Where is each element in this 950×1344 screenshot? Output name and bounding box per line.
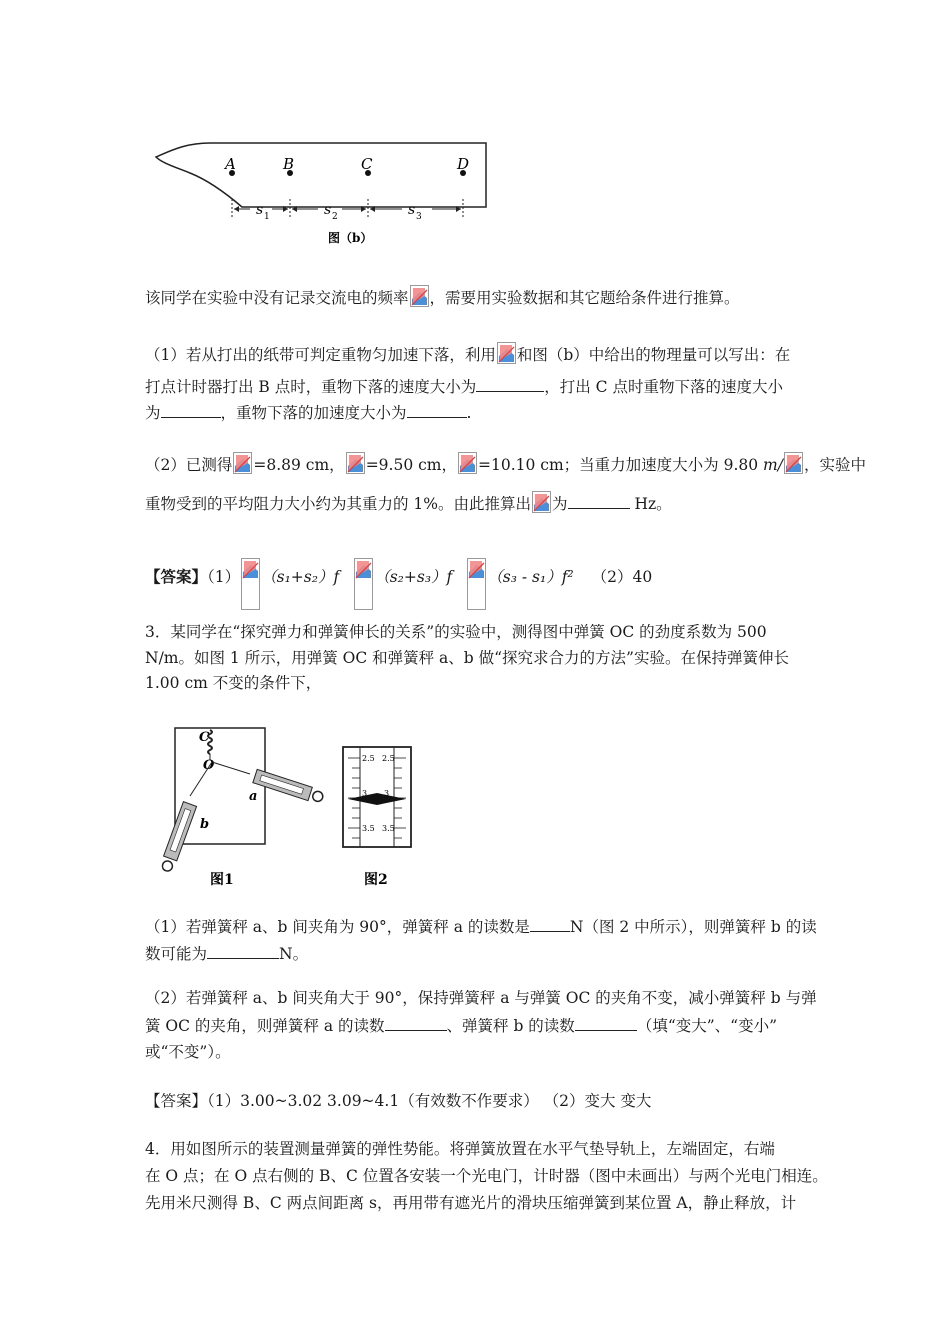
answer-blank[interactable]: [568, 493, 630, 509]
answer-blank[interactable]: [207, 943, 279, 959]
label-d: D: [457, 155, 470, 173]
problem4-line3: 先用米尺测得 B、C 两点间距离 s，再用带有遮光片的滑块压缩弹簧到某位置 A，静止释放，计: [145, 1194, 797, 1212]
problem3-line3: 1.00 cm 不变的条件下，: [145, 674, 322, 692]
q2-line1: （2）已测得 =8.89 cm， =9.50 cm， =10.10 cm；当重力加速度大小为 9.80 m/ ，实验中: [145, 452, 866, 475]
fig2-tick-r2: 3: [384, 789, 390, 798]
formula-image-icon: [784, 452, 803, 474]
label-s1-sub: 1: [264, 212, 270, 222]
formula-image-icon: [532, 491, 551, 513]
problem3-line2: N/m。如图 1 所示，用弹簧 OC 和弹簧秤 a、b 做“探究求合力的方法”实验。在保持弹簧伸长: [145, 649, 789, 667]
label-s1: s: [256, 202, 264, 218]
answer-blank[interactable]: [385, 1015, 447, 1031]
q1-line1: （1）若从打出的纸带可判定重物匀加速下落，利用 和图（b）中给出的物理量可以写出：在: [145, 342, 790, 365]
figure-2-scale: [340, 744, 420, 894]
answer-1: 【答案】（1） （s₁+s₂）f （s₂+s₃）f （s₃ - s₁）f² （2）40: [145, 558, 652, 610]
answer-blank[interactable]: [407, 402, 467, 418]
q3-2-line3: 或“不变”）。: [145, 1043, 231, 1061]
fig2-caption: 图2: [364, 872, 388, 888]
q3-2-line1: （2）若弹簧秤 a、b 间夹角大于 90°，保持弹簧秤 a 与弹簧 OC 的夹角不变，减小弹簧秤 b 与弹: [145, 989, 817, 1007]
label-s3-sub: 3: [416, 212, 422, 222]
fraction-image-icon: [467, 558, 486, 610]
q3-1-line1: （1）若弹簧秤 a、b 间夹角为 90°，弹簧秤 a 的读数是 N（图 2 中所示），则弹簧秤 b 的读: [145, 918, 817, 936]
fig1-caption: 图1: [210, 872, 234, 888]
figure-1-apparatus: [150, 724, 330, 894]
formula-image-icon: [346, 452, 365, 474]
fig2-tick-r1: 2.5: [382, 754, 395, 763]
fig1-label-c: C: [199, 730, 210, 745]
fig1-label-a: a: [249, 789, 258, 804]
q3-1-line2: 数可能为 N。: [145, 945, 309, 963]
label-a: A: [225, 155, 236, 173]
answer-blank[interactable]: [530, 916, 570, 932]
fraction-image-icon: [241, 558, 260, 610]
answer-3: 【答案】（1）3.00~3.02 3.09~4.1（有效数不作要求） （2）变大 变大: [145, 1092, 652, 1110]
fig2-tick-r3: 3.5: [382, 824, 395, 833]
q3-2-line2: 簧 OC 的夹角，则弹簧秤 a 的读数 、弹簧秤 b 的读数 （填“变大”、“变小”: [145, 1017, 778, 1035]
q1-line3: 为 ，重物下落的加速度大小为 .: [145, 404, 472, 422]
fig2-tick-l2: 3: [362, 789, 368, 798]
fig2-tick-l3: 3.5: [362, 824, 375, 833]
figure-b-caption: 图（b）: [328, 231, 373, 245]
label-b: B: [283, 155, 295, 173]
answer-blank[interactable]: [161, 402, 221, 418]
q2-line2: 重物受到的平均阻力大小约为其重力的 1%。由此推算出 为 Hz。: [145, 491, 672, 514]
problem4-line1: 4．用如图所示的装置测量弹簧的弹性势能。将弹簧放置在水平气垫导轨上，左端固定，右端: [145, 1140, 775, 1158]
para-intro: 该同学在实验中没有记录交流电的频率 ，需要用实验数据和其它题给条件进行推算。: [145, 285, 740, 308]
answer-blank[interactable]: [476, 376, 544, 392]
fig2-tick-l1: 2.5: [362, 754, 375, 763]
q1-line2: 打点计时器打出 B 点时，重物下落的速度大小为 ，打出 C 点时重物下落的速度大小: [145, 378, 783, 396]
formula-image-icon: [497, 342, 516, 364]
label-s3: s: [408, 202, 416, 218]
label-c: C: [361, 155, 373, 173]
label-s2-sub: 2: [332, 212, 338, 222]
formula-image-icon: [458, 452, 477, 474]
fraction-image-icon: [354, 558, 373, 610]
fig1-label-b: b: [200, 817, 210, 832]
problem4-line2: 在 O 点；在 O 点右侧的 B、C 位置各安装一个光电门，计时器（图中未画出）与两个光电门相连。: [145, 1167, 828, 1185]
label-s2: s: [324, 202, 332, 218]
formula-image-icon: [233, 452, 252, 474]
answer-blank[interactable]: [575, 1015, 637, 1031]
fig1-label-o: O: [203, 758, 215, 773]
formula-image-icon: [410, 285, 429, 307]
problem3-line1: 3．某同学在“探究弹力和弹簧伸长的关系”的实验中，测得图中弹簧 OC 的劲度系数为 500: [145, 623, 767, 641]
figure-b-tape: [150, 135, 495, 250]
